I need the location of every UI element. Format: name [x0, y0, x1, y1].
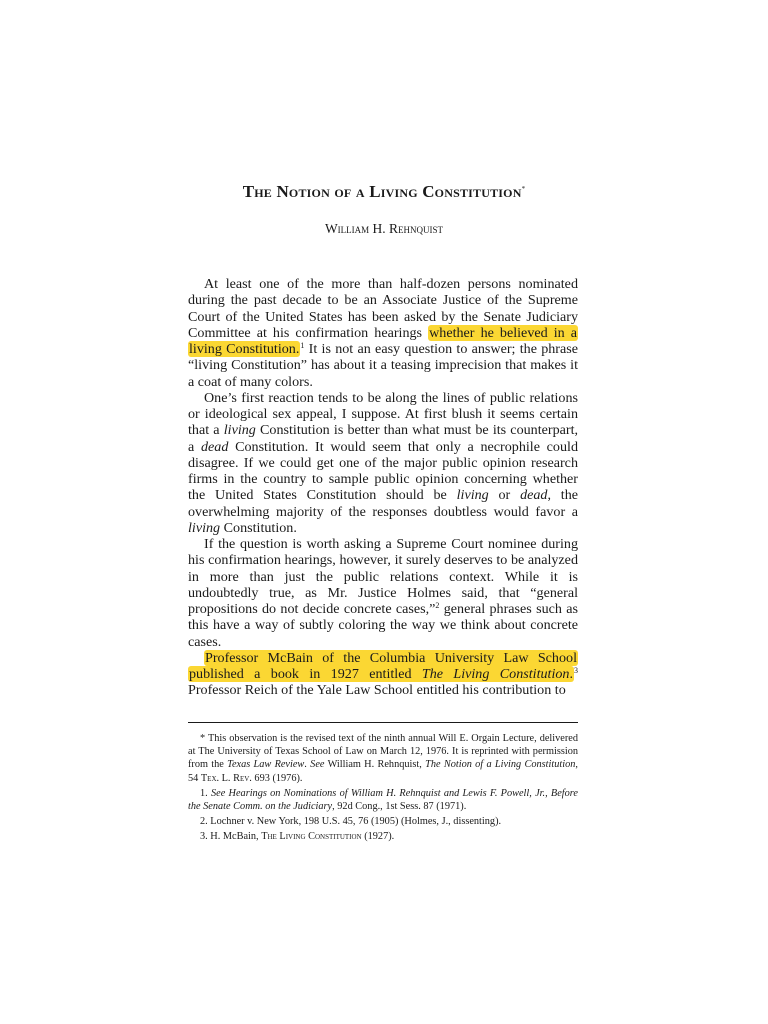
author-name: William H. Rehnquist	[324, 221, 444, 236]
paragraph-1	[188, 276, 578, 390]
paragraph-1-text-cont: It is not an easy question to answer; the phrase “living Constitution” has about it a teasing imprecision that makes it a coat of many colors.	[188, 341, 578, 390]
footnote-text: , 54	[188, 759, 578, 784]
paragraph-3-text: If the question is worth asking a Supreme Court nominee during his confirmation hearings, however, it surely deserves to be analyzed in more than just the public relations context. While it is undoubtedly true, as Mr. Justice Holmes said, that “general propositions do not decide concrete cases,”	[188, 536, 578, 617]
highlight-text: .	[569, 666, 573, 682]
footnote-text: 693 (1976).	[251, 772, 303, 784]
italic-living: living	[223, 422, 256, 439]
italic-living: living	[188, 519, 221, 536]
paragraph-2	[188, 390, 578, 536]
footnote-ref-1[interactable]: 1	[300, 341, 305, 350]
paragraph-2-text: Constitution is better than what must be its counterpart, a	[188, 422, 579, 455]
body-text	[188, 276, 578, 699]
paragraph-1-text: At least one of the more than half-dozen persons nominated during the past decade to be an Associate Justice of the Supreme Court of the United States has been asked by the Senate Judiciary Committee at his confirmation hearings	[188, 276, 578, 341]
footnote-text: .	[304, 759, 311, 771]
paragraph-3	[188, 536, 578, 650]
footnote-3	[188, 830, 578, 843]
paragraph-2-text: Constitution.	[220, 519, 297, 536]
italic-journal: Texas Law Review	[227, 759, 305, 771]
italic-dead: dead	[520, 487, 548, 504]
paragraph-2-text: or	[488, 487, 521, 504]
footnote-ref-2[interactable]: 2	[435, 601, 440, 610]
footnote-divider	[188, 722, 578, 723]
italic-signal: See	[310, 759, 325, 771]
highlight-text: Professor McBain of the Columbia University Law School published a book in 1927 entitled	[189, 649, 577, 682]
smallcaps-journal: Tex. L. Rev.	[200, 772, 252, 784]
italic-article-title: The Notion of a Living Constitution	[425, 759, 576, 771]
smallcaps-book-title: The Living Constitution	[261, 831, 362, 843]
paragraph-2-text: One’s first reaction tends to be along the lines of public relations or ideological sex appeal, I suppose. At first blush it seems certain that a	[188, 389, 578, 439]
paragraph-4	[188, 650, 578, 699]
footnote-text: 3. H. McBain,	[200, 831, 262, 843]
footnote-text: William H. Rehnquist,	[324, 759, 426, 771]
footnote-text: (1927).	[361, 831, 395, 843]
footnote-1	[188, 787, 578, 813]
footnote-ref-3[interactable]: 3	[574, 666, 578, 675]
footnote-number: 1.	[200, 787, 211, 799]
italic-dead: dead	[200, 438, 229, 455]
paragraph-3-text-cont: general phrases such as this have a way of subtly coloring the way we think about concrete cases.	[188, 601, 578, 650]
italic-living: living	[456, 487, 489, 504]
paragraph-2-text: , the overwhelming majority of the responses doubtless would favor a	[188, 487, 579, 520]
paragraph-4-text-cont: Professor Reich of the Yale Law School entitled his contribution to	[188, 682, 566, 699]
article-title	[0, 182, 768, 202]
footnotes	[188, 732, 578, 846]
footnote-text: , 92d Cong., 1st Sess. 87 (1971).	[332, 801, 467, 813]
italic-hearings: See Hearings on Nominations of William H. Rehnquist and Lewis F. Powell, Jr., Before the Senate Comm. on the Judiciary	[188, 787, 578, 813]
highlight-living-constitution[interactable]: whether he believed in a living Constitution.	[189, 324, 578, 357]
highlight-mcbain-book[interactable]	[188, 650, 578, 682]
article-title-text: The Notion of a Living Constitution	[242, 182, 522, 201]
footnote-2: 2. Lochner v. New York, 198 U.S. 45, 76 (1905) (Holmes, J., dissenting).	[200, 816, 502, 828]
footnote-star	[188, 732, 578, 785]
footnote-text: * This observation is the revised text of the ninth annual Will E. Orgain Lecture, delivered at The University of Texas School of Law on March 12, 1976. It is reprinted with permission from the	[188, 733, 578, 771]
title-footnote-marker: *	[521, 185, 526, 193]
paragraph-2-text: Constitution. It would seem that only a necrophile could disagree. If we could get one of the major public opinion research firms in the country to sample public opinion concerning whether the United States Constitution should be	[188, 438, 578, 504]
italic-book-title: The Living Constitution	[421, 666, 570, 682]
